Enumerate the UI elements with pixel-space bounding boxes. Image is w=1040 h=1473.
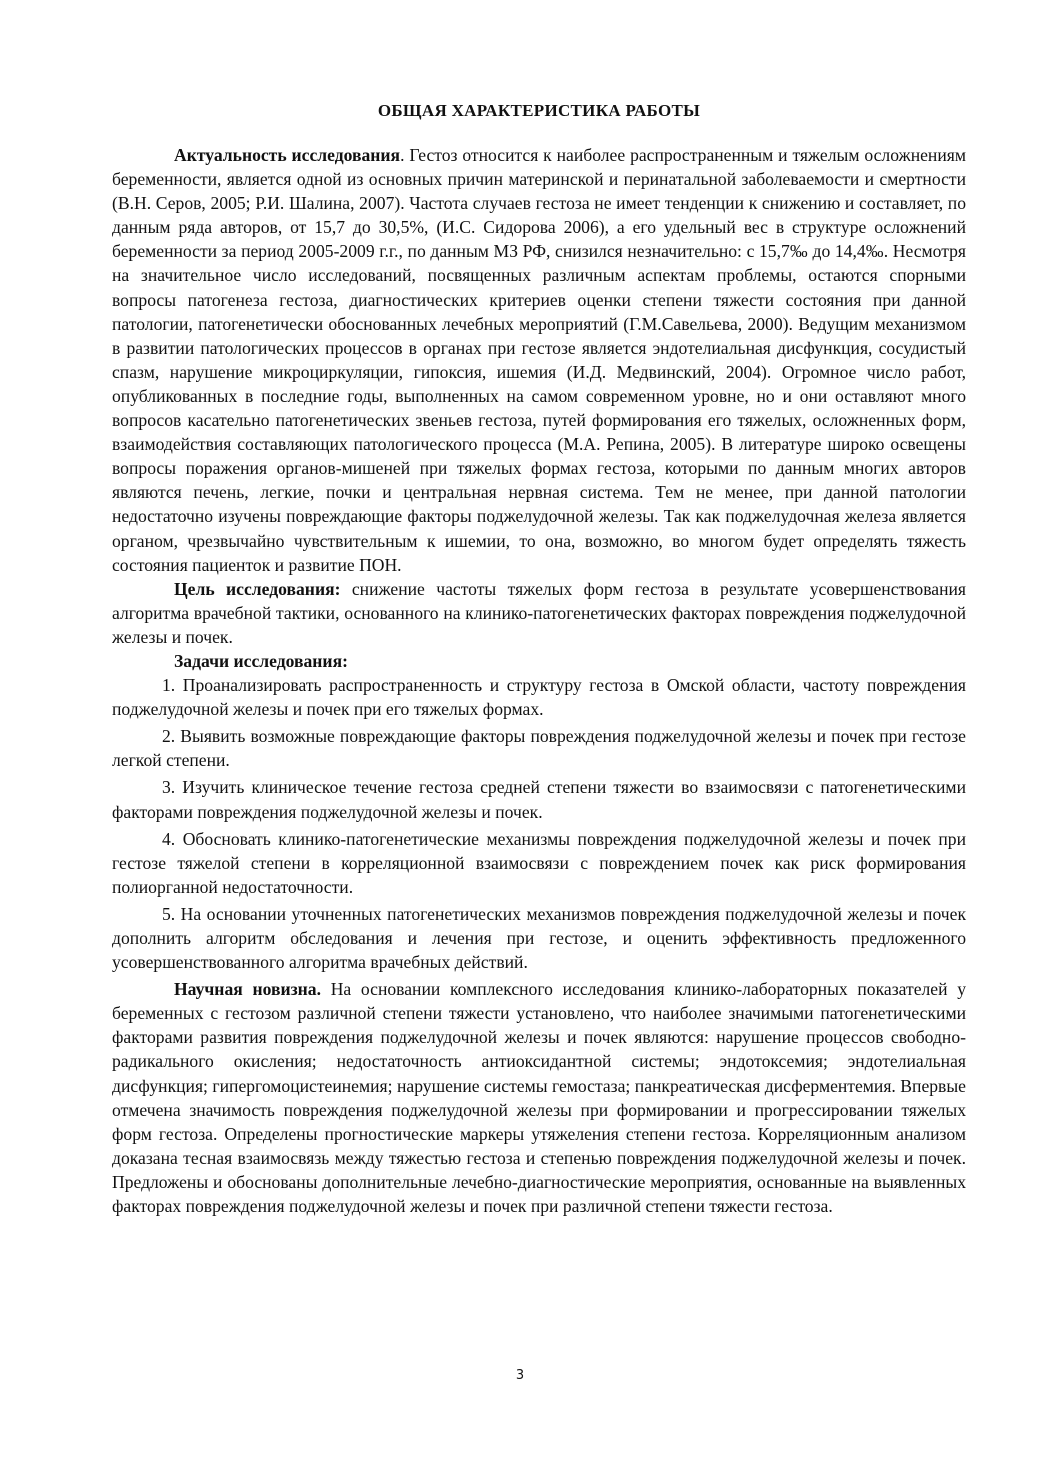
task-item-4: 4. Обосновать клинико-патогенетические механизмы повреждения поджелудочной железы и почек при гестозе тяжелой степени в корреляционной взаимосвязи с повреждением почек как риск формирования полиорганной недостаточности. <box>112 828 966 897</box>
page-number: 3 <box>515 1368 525 1383</box>
page-title: ОБЩАЯ ХАРАКТЕРИСТИКА РАБОТЫ <box>377 101 701 120</box>
novelty-paragraph <box>112 977 966 1218</box>
document-body <box>112 143 966 1218</box>
relevance-text: . Гестоз относится к наиболее распространенным и тяжелым осложнениям беременности, является одной из основных причин материнской и перинатальной заболеваемости и смертности (В.Н. Серов, 2005; Р.И. Шалина, 2007). Частота случаев гестоза не имеет тенденции к снижению и составляет, по данным ряда авторов, от 15,7 до 30,5%, (И.С. Сидорова 2006), а его удельный вес в структуре осложнений беременности за период 2005-2009 г.г., по данным МЗ РФ, снизился незначительно: с 15,7‰ до 14,4‰. Несмотря на значительное число исследований, посвященных различным аспектам проблемы, остаются спорными вопросы патогенеза гестоза, диагностических критериев оценки степени тяжести состояния при данной патологии, патогенетически обоснованных лечебных мероприятий (Г.М.Савельева, 2000). Ведущим механизмом в развитии патологических процессов в органах при гестозе является эндотелиальная дисфункция, сосудистый спазм, нарушение микроциркуляции, гипоксия, ишемия (И.Д. Медвинский, 2004). Огромное число работ, опубликованных в последние годы, выполненных на самом современном уровне, но и они оставляют много вопросов касательно патогенетических звеньев гестоза, путей формирования его тяжелых, осложненных форм, взаимодействия составляющих патологического процесса (М.А. Репина, 2005). В литературе широко освещены вопросы поражения органов-мишеней при тяжелых формах гестоза, которыми по данным многих авторов являются печень, легкие, почки и центральная нервная система. Тем не менее, при данной патологии недостаточно изучены повреждающие факторы поджелудочной железы. Так как поджелудочная железа является органом, чрезвычайно чувствительным к ишемии, то она, возможно, во многом будет определять тяжесть состояния пациенток и развитие ПОН. <box>112 145 966 575</box>
novelty-text: На основании комплексного исследования клинико-лабораторных показателей у беременных с гестозом различной степени тяжести установлено, что наиболее значимыми патогенетическими факторами развития повреждения поджелудочной железы и почек являются: нарушение процессов свободно-радикального окисления; недостаточность антиоксидантной системы; эндотоксемия; эндотелиальная дисфункция; гипергомоцистеинемия; нарушение системы гемостаза; панкреатическая дисферментемия. Впервые отмечена значимость повреждения поджелудочной железы при формировании и прогрессировании тяжелых форм гестоза. Определены прогностические маркеры утяжеления степени гестоза. Корреляционным анализом доказана тесная взаимосвязь между тяжестью гестоза и степенью повреждения поджелудочной железы и почек. Предложены и обоснованы дополнительные лечебно-диагностические мероприятия, основанные на выявленных факторах повреждения поджелудочной железы и почек при различной степени тяжести гестоза. <box>112 979 966 1217</box>
task-item-3: 3. Изучить клиническое течение гестоза средней степени тяжести во взаимосвязи с патогенетическими факторами повреждения поджелудочной железы и почек. <box>112 777 966 822</box>
tasks-heading-paragraph <box>112 649 966 673</box>
task-item-1: 1. Проанализировать распространенность и структуру гестоза в Омской области, частоту повреждения поджелудочной железы и почек при его тяжелых формах. <box>112 675 966 720</box>
novelty-heading: Научная новизна. <box>174 979 321 1000</box>
task-item-5: 5. На основании уточненных патогенетических механизмов повреждения поджелудочной железы и почек дополнить алгоритм обследования и лечения при гестозе, и оценить эффективность предложенного усовершенствованного алгоритма врачебных действий. <box>112 903 966 973</box>
goal-paragraph <box>112 577 966 649</box>
tasks-heading: Задачи исследования: <box>174 650 348 671</box>
goal-heading: Цель исследования: <box>174 578 341 599</box>
relevance-paragraph <box>112 143 966 577</box>
task-item-2: 2. Выявить возможные повреждающие факторы повреждения поджелудочной железы и почек при гестозе легкой степени. <box>112 726 966 771</box>
relevance-heading: Актуальность исследования <box>174 145 401 165</box>
goal-text: снижение частоты тяжелых форм гестоза в результате усовершенствования алгоритма врачебной тактики, основанного на клинико-патогенетических факторах повреждения поджелудочной железы и почек. <box>112 578 966 647</box>
